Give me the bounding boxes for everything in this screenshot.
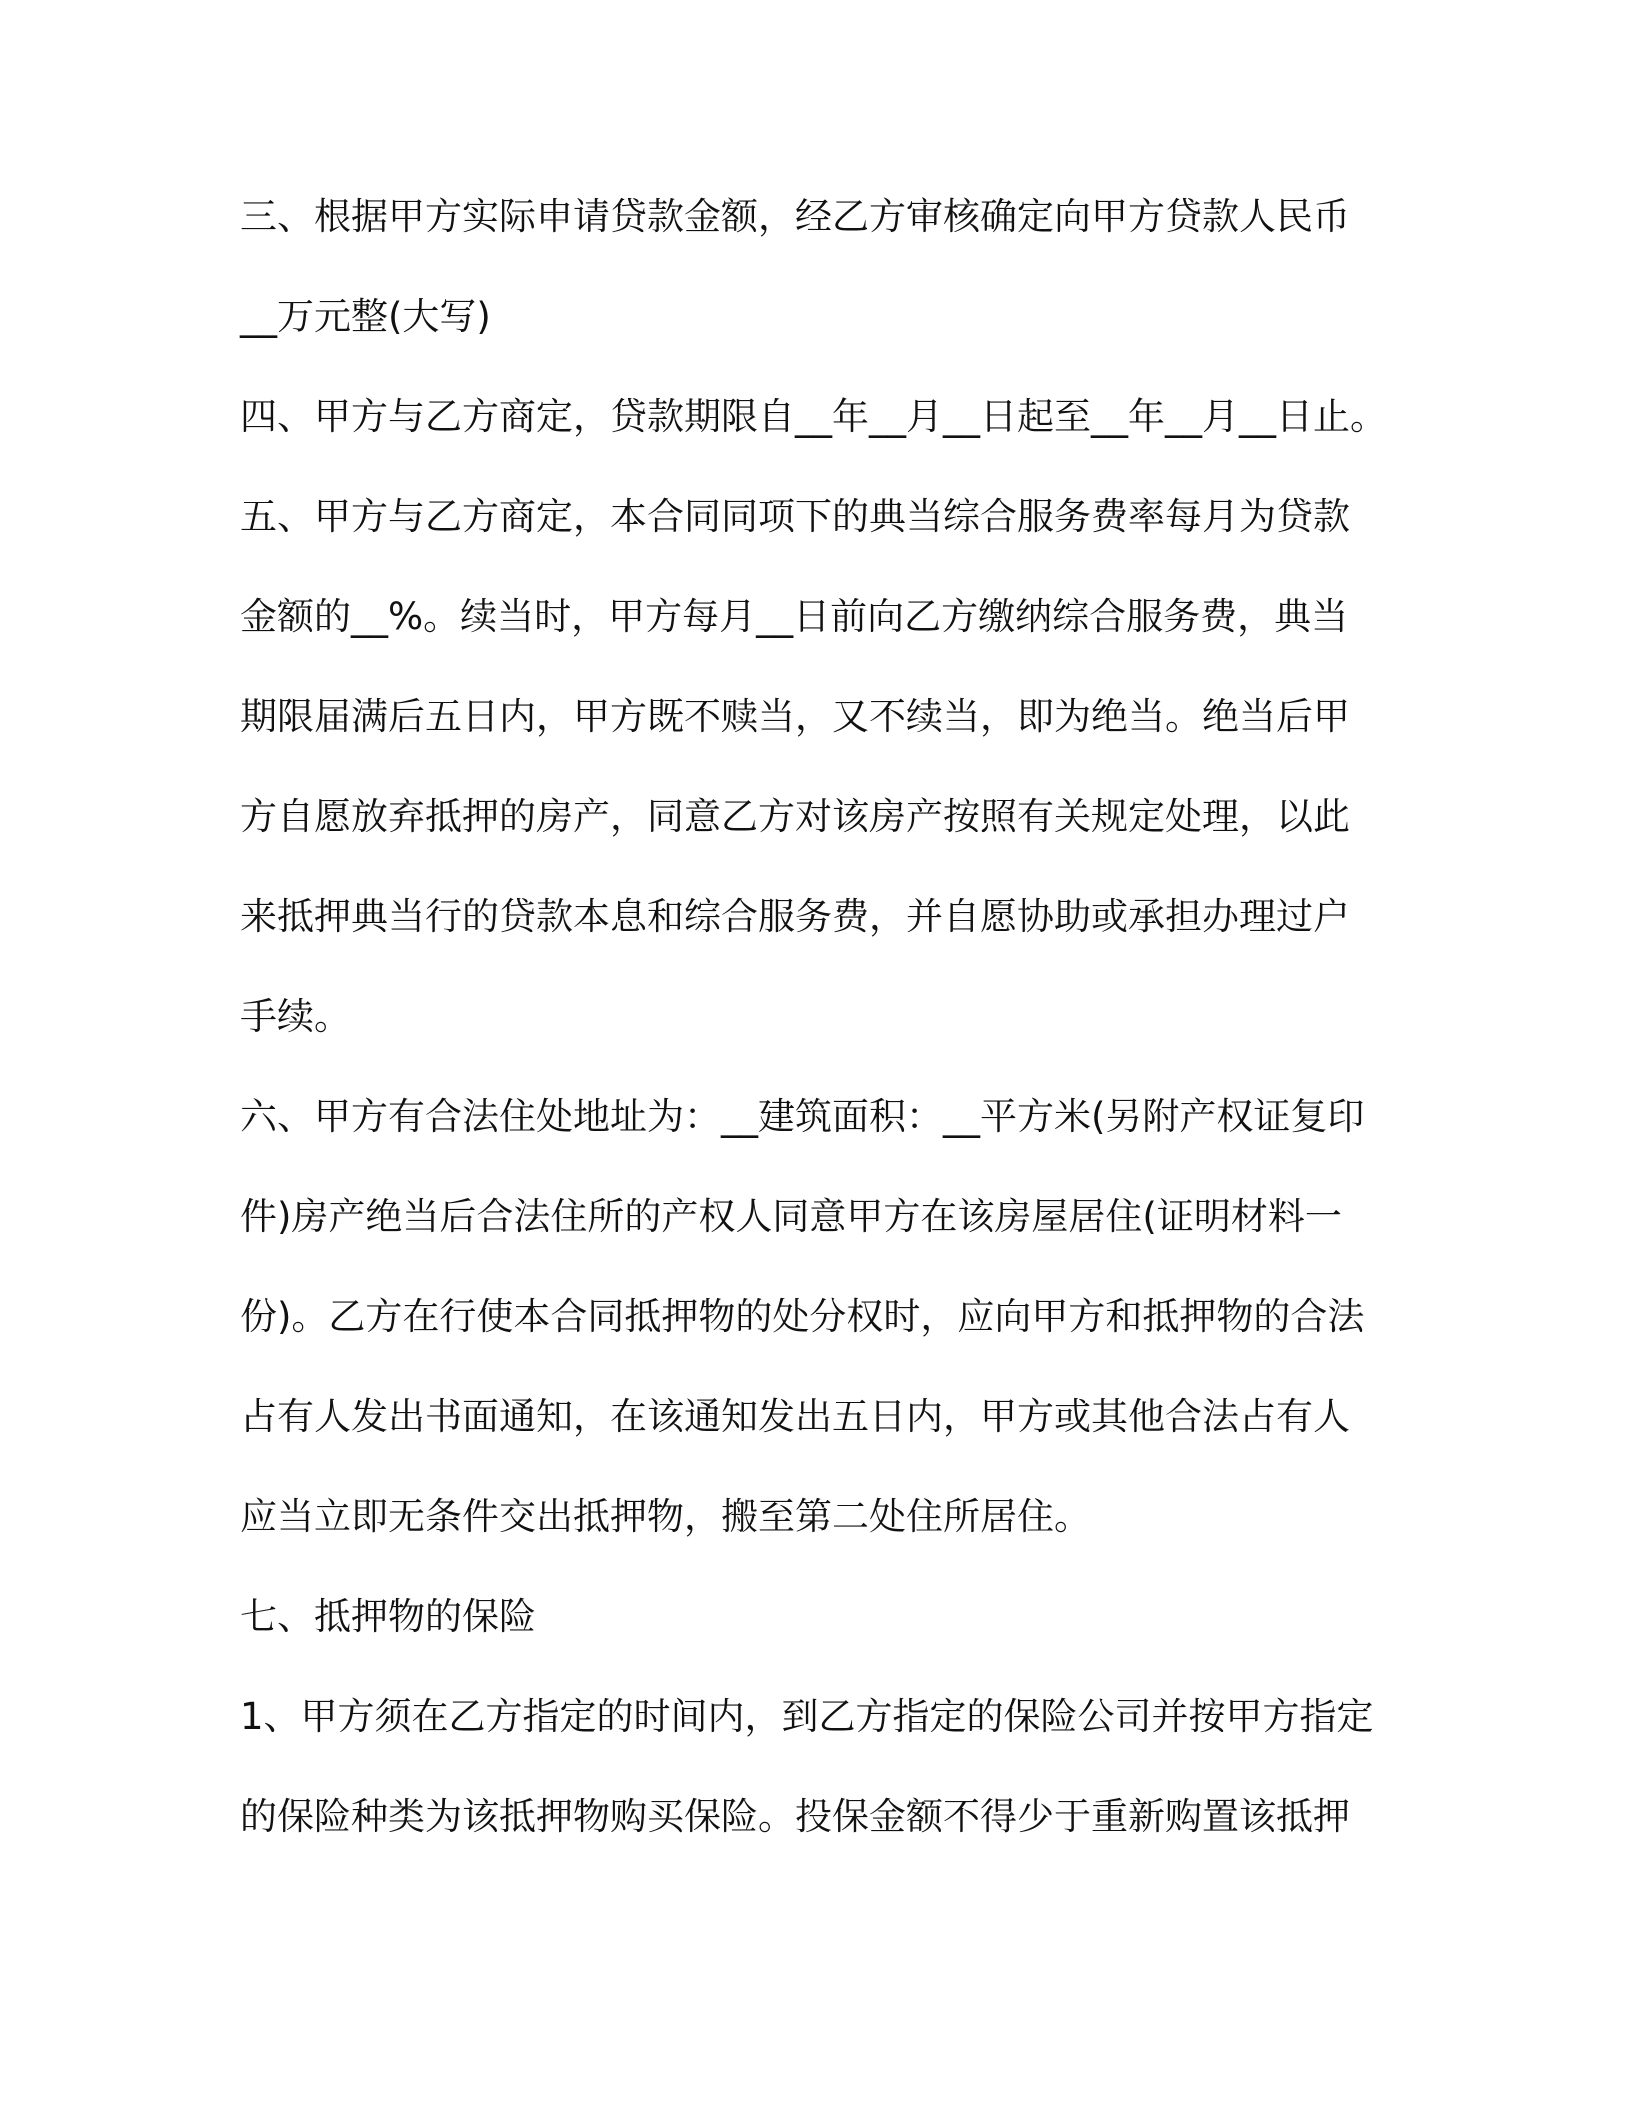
clause-5-line-1: 五、甲方与乙方商定，本合同同项下的典当综合服务费率每月为贷款 <box>240 495 1350 538</box>
clause-7-item-1-line-2: 的保险种类为该抵押物购买保险。投保金额不得少于重新购置该抵押 <box>240 1795 1350 1838</box>
clause-5-line-4: 方自愿放弃抵押的房产，同意乙方对该房产按照有关规定处理，以此 <box>240 795 1350 838</box>
clause-6-line-3: 份)。乙方在行使本合同抵押物的处分权时，应向甲方和抵押物的合法 <box>240 1295 1365 1338</box>
clause-5-line-3: 期限届满后五日内，甲方既不赎当，又不续当，即为绝当。绝当后甲 <box>240 695 1350 738</box>
clause-4-line-1: 四、甲方与乙方商定，贷款期限自__年__月__日起至__年__月__日止。 <box>240 395 1387 438</box>
clause-6-line-4: 占有人发出书面通知，在该通知发出五日内，甲方或其他合法占有人 <box>240 1395 1350 1438</box>
clause-6-line-2: 件)房产绝当后合法住所的产权人同意甲方在该房屋居住(证明材料一 <box>240 1195 1342 1238</box>
clause-3-line-1: 三、根据甲方实际申请贷款金额，经乙方审核确定向甲方贷款人民币 <box>240 195 1350 238</box>
clause-5-line-6: 手续。 <box>240 995 351 1038</box>
clause-6-line-1: 六、甲方有合法住处地址为：__建筑面积：__平方米(另附产权证复印 <box>240 1095 1365 1138</box>
clause-3-line-2: __万元整(大写) <box>240 295 491 338</box>
clause-7-heading: 七、抵押物的保险 <box>240 1595 536 1638</box>
clause-7-item-1-line-1: 1、甲方须在乙方指定的时间内，到乙方指定的保险公司并按甲方指定 <box>240 1695 1374 1738</box>
clause-5-line-2: 金额的__%。续当时，甲方每月__日前向乙方缴纳综合服务费，典当 <box>240 595 1349 638</box>
clause-5-line-5: 来抵押典当行的贷款本息和综合服务费，并自愿协助或承担办理过户 <box>240 895 1350 938</box>
clause-6-line-5: 应当立即无条件交出抵押物，搬至第二处住所居住。 <box>240 1495 1091 1538</box>
